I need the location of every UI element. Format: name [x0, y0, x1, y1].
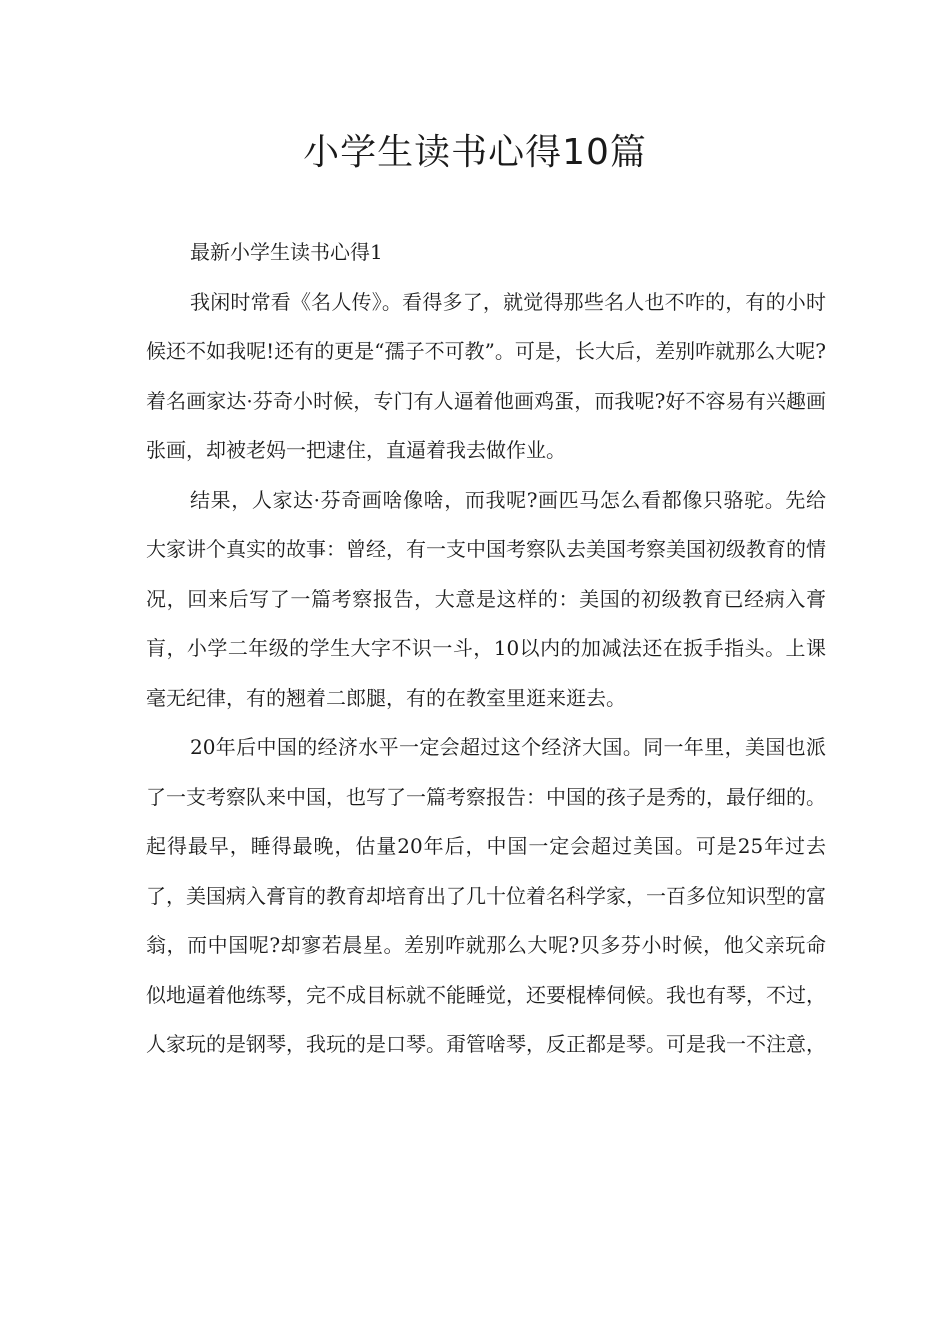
paragraph-1: 我闲时常看《名人传》。看得多了，就觉得那些名人也不咋的，有的小时候还不如我呢!还有的更是“孺子不可教”。可是，长大后，差别咋就那么大呢?着名画家达·芬奇小时候，专门有人逼着他画鸡蛋，而我呢?好不容易有兴趣画张画，却被老妈一把逮住，直逼着我去做作业。 [146, 289, 826, 462]
section-heading: 最新小学生读书心得1 [190, 240, 383, 264]
paragraph-3: 20年后中国的经济水平一定会超过这个经济大国。同一年里，美国也派了一支考察队来中国，也写了一篇考察报告：中国的孩子是秀的，最仔细的。起得最早，睡得最晚，估量20年后，中国一定会超过美国。可是25年过去了，美国病入膏肓的教育却培育出了几十位着名科学家，一百多位知识型的富翁，而中国呢?却寥若晨星。差别咋就那么大呢?贝多芬小时候，他父亲玩命似地逼着他练琴，完不成目标就不能睡觉，还要棍棒伺候。我也有琴，不过，人家玩的是钢琴，我玩的是口琴。甭管啥琴，反正都是琴。可是我一不注意， [146, 735, 826, 1056]
paragraph-2: 结果，人家达·芬奇画啥像啥，而我呢?画匹马怎么看都像只骆驼。先给大家讲个真实的故事：曾经，有一支中国考察队去美国考察美国初级教育的情况，回来后写了一篇考察报告，大意是这样的：美国的初级教育已经病入膏肓，小学二年级的学生大字不识一斗，10以内的加减法还在扳手指头。上课毫无纪律，有的翘着二郎腿，有的在教室里逛来逛去。 [146, 487, 826, 710]
document-body [146, 228, 826, 1070]
document-title: 小学生读书心得10篇 [303, 132, 647, 173]
